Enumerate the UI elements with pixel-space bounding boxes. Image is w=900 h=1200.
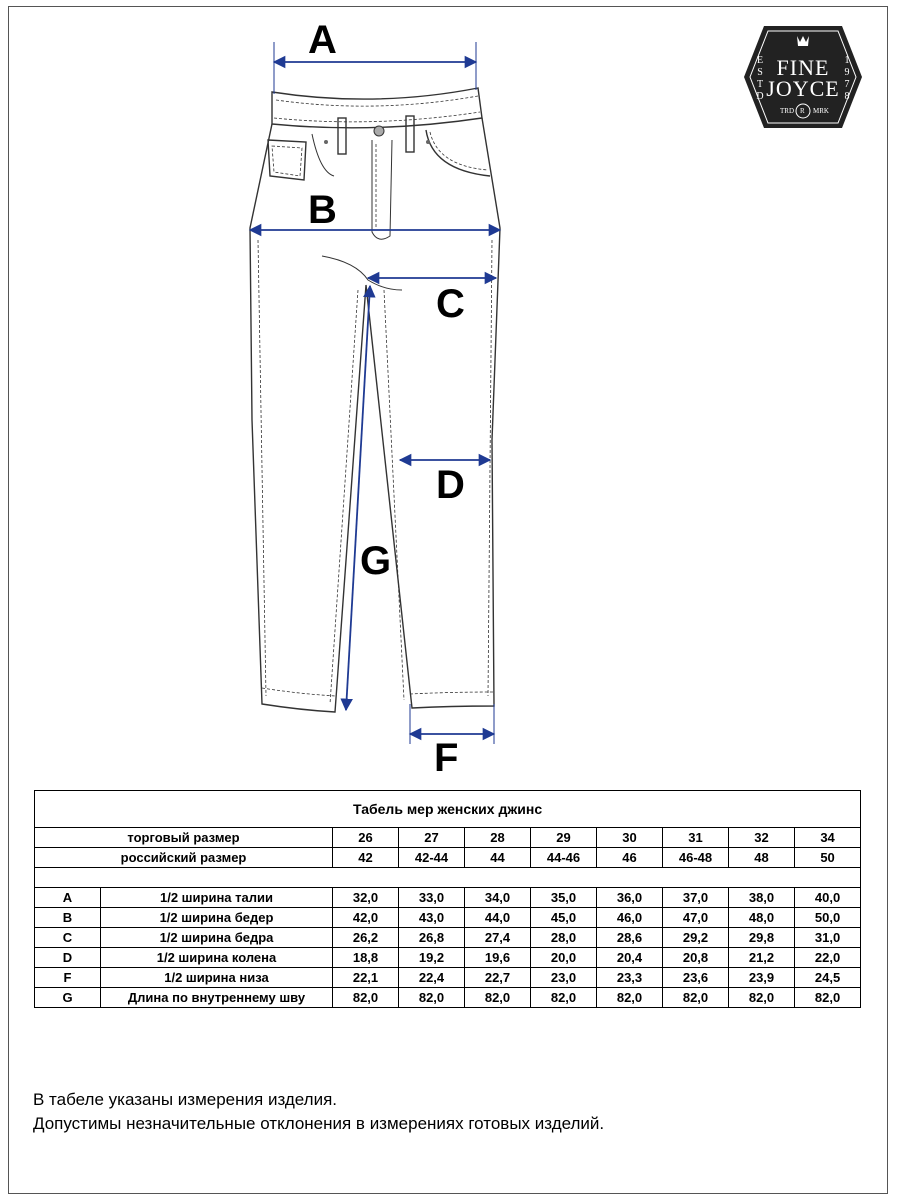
measure-value: 24,5 [795,968,861,988]
measure-value: 45,0 [531,908,597,928]
russian-size-row [35,848,861,868]
measure-value: 47,0 [663,908,729,928]
measure-name: Длина по внутреннему шву [101,988,333,1008]
measure-code: F [35,968,101,988]
measure-value: 21,2 [729,948,795,968]
table-row [35,948,861,968]
measure-value: 28,0 [531,928,597,948]
dimension-label-b: B [308,188,337,232]
waistband [272,88,482,128]
measure-value: 33,0 [399,888,465,908]
notes [33,1088,604,1136]
measure-value: 32,0 [333,888,399,908]
measure-value: 20,8 [663,948,729,968]
dimension-label-f: F [434,736,459,780]
measure-value: 22,7 [465,968,531,988]
measure-value: 40,0 [795,888,861,908]
measure-value: 19,2 [399,948,465,968]
logo-bottom-right: MRK [813,107,829,115]
table-row [35,968,861,988]
measure-value: 18,8 [333,948,399,968]
measure-value: 44,0 [465,908,531,928]
trade-size-cell: 34 [795,828,861,848]
measure-value: 43,0 [399,908,465,928]
measure-code: D [35,948,101,968]
measure-value: 22,0 [795,948,861,968]
logo-right-vertical: 1 9 7 8 [844,55,850,102]
logo-bottom-left: TRD [780,107,794,115]
measure-value: 82,0 [663,988,729,1008]
trade-size-cell: 30 [597,828,663,848]
measure-value: 29,8 [729,928,795,948]
trade-size-cell: 31 [663,828,729,848]
measure-value: 19,6 [465,948,531,968]
measure-value: 35,0 [531,888,597,908]
dimension-label-d: D [436,463,465,507]
logo-emblem: R [800,107,805,115]
measure-value: 34,0 [465,888,531,908]
size-chart-table [34,790,861,1008]
russian-size-cell: 42-44 [399,848,465,868]
table-row [35,928,861,948]
measure-value: 20,0 [531,948,597,968]
dimension-label-a: A [308,18,337,62]
trade-size-row [35,828,861,848]
dimension-label-c: C [436,282,465,326]
measure-value: 22,1 [333,968,399,988]
measure-value: 22,4 [399,968,465,988]
measure-value: 23,3 [597,968,663,988]
measure-value: 82,0 [465,988,531,1008]
trade-size-cell: 28 [465,828,531,848]
measure-value: 28,6 [597,928,663,948]
measure-value: 26,2 [333,928,399,948]
measure-value: 82,0 [333,988,399,1008]
russian-size-cell: 48 [729,848,795,868]
measure-value: 26,8 [399,928,465,948]
trade-size-cell: 27 [399,828,465,848]
measure-name: 1/2 ширина талии [101,888,333,908]
trade-size-cell: 32 [729,828,795,848]
trade-size-cell: 26 [333,828,399,848]
measure-value: 82,0 [531,988,597,1008]
trade-size-label: торговый размер [35,828,333,848]
measure-name: 1/2 ширина низа [101,968,333,988]
measure-code: G [35,988,101,1008]
measure-value: 46,0 [597,908,663,928]
measure-code: A [35,888,101,908]
trade-size-cell: 29 [531,828,597,848]
measure-value: 82,0 [795,988,861,1008]
measure-value: 27,4 [465,928,531,948]
russian-size-cell: 42 [333,848,399,868]
measure-value: 31,0 [795,928,861,948]
logo-left-vertical: E S T D [756,55,764,102]
measure-name: 1/2 ширина бедра [101,928,333,948]
brand-logo [742,24,864,130]
measure-value: 23,9 [729,968,795,988]
measure-name: 1/2 ширина колена [101,948,333,968]
measure-value: 36,0 [597,888,663,908]
jeans-outline [250,118,500,712]
measure-value: 50,0 [795,908,861,928]
measure-value: 48,0 [729,908,795,928]
table-row [35,908,861,928]
measure-value: 42,0 [333,908,399,928]
russian-size-label: российский размер [35,848,333,868]
russian-size-cell: 44 [465,848,531,868]
russian-size-cell: 44-46 [531,848,597,868]
russian-size-cell: 50 [795,848,861,868]
measure-g-arrow [346,286,370,710]
measure-value: 82,0 [399,988,465,1008]
measure-code: C [35,928,101,948]
measure-value: 82,0 [729,988,795,1008]
russian-size-cell: 46-48 [663,848,729,868]
measure-value: 82,0 [597,988,663,1008]
logo-line-2: JOYCE [766,76,840,101]
measure-value: 23,0 [531,968,597,988]
measure-value: 29,2 [663,928,729,948]
measure-code: B [35,908,101,928]
dimension-label-g: G [360,539,392,583]
note-line-2: Допустимы незначительные отклонения в измерениях готовых изделий. [33,1114,605,1133]
spacer-row [35,868,861,888]
logo-line-1: FINE [776,55,830,80]
measure-value: 23,6 [663,968,729,988]
measure-name: 1/2 ширина бедер [101,908,333,928]
measure-value: 37,0 [663,888,729,908]
measure-value: 20,4 [597,948,663,968]
table-title: Табель мер женских джинс [35,791,861,828]
table-row [35,888,861,908]
measure-value: 38,0 [729,888,795,908]
table-row [35,988,861,1008]
note-line-1: В табеле указаны измерения изделия. [33,1090,338,1109]
russian-size-cell: 46 [597,848,663,868]
